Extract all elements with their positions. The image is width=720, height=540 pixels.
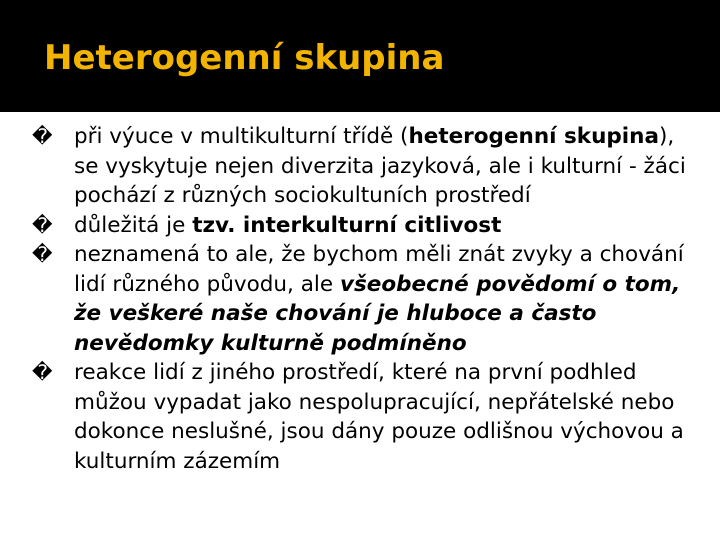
bullet-bold-text: tzv. interkulturní citlivost bbox=[192, 212, 502, 238]
bullet-item bbox=[30, 240, 690, 358]
bullet-text: neznamená to ale, že bychom měli znát zvyky a chování lidí různého původu, ale bbox=[74, 242, 684, 297]
bullet-text: při výuce v multikulturní třídě ( bbox=[74, 124, 409, 149]
bullet-text: ), se vyskytuje nejen diverzita jazyková, ale i kulturní - žáci pochází z různých sociokultuních prostředí bbox=[74, 124, 686, 208]
bullet-item bbox=[30, 122, 690, 211]
bullet-marker-icon: � bbox=[32, 124, 53, 148]
title-bar bbox=[0, 0, 720, 112]
bullet-marker-icon: � bbox=[32, 360, 53, 384]
bullet-marker-icon: � bbox=[32, 212, 53, 237]
bullet-text: reakce lidí z jiného prostředí, které na první podhled můžou vypadat jako nespolupracující, nepřátelské nebo dokonce neslušné, jsou dány pouze odlišnou výchovou a kulturním zázemím bbox=[74, 360, 684, 474]
bullet-bold-text: heterogenní skupina bbox=[408, 124, 659, 149]
bullet-marker-icon: � bbox=[32, 242, 53, 266]
bullet-item bbox=[30, 211, 690, 241]
bullet-item bbox=[30, 358, 690, 476]
bullet-text: důležitá je bbox=[74, 212, 193, 238]
bullet-bold-italic-text: všeobecné povědomí o tom, že veškeré naše chování je hluboce a často nevědomky kulturně podmíněno bbox=[74, 271, 681, 356]
slide-body bbox=[30, 122, 690, 476]
slide-title: Heterogenní skupina bbox=[44, 38, 445, 78]
